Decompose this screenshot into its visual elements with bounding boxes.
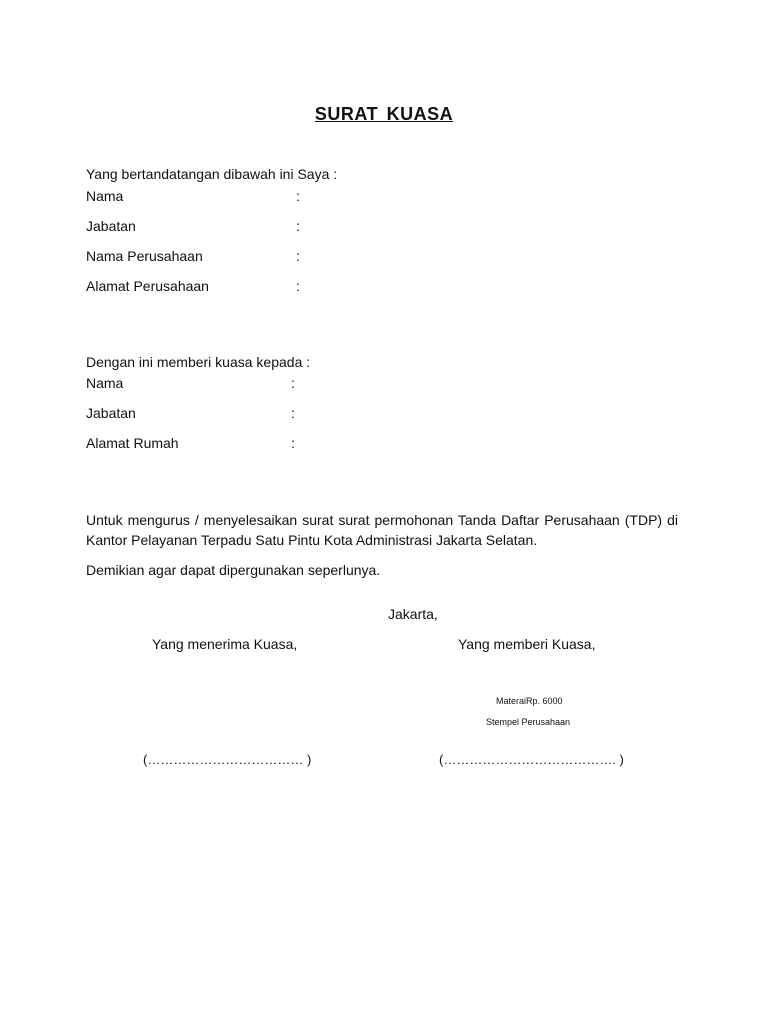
field-label-nama-perusahaan: Nama Perusahaan	[86, 248, 203, 264]
company-stamp-note: Stempel Perusahaan	[486, 717, 571, 727]
stamp-duty-note: MateraiRp. 6000	[496, 696, 563, 706]
receiver-signature-line: (……………………………… )	[143, 752, 312, 767]
field-label-nama: Nama	[86, 188, 124, 204]
field-colon: :	[291, 435, 295, 451]
field-label-alamat-rumah: Alamat Rumah	[86, 435, 179, 451]
section2-intro: Dengan ini memberi kuasa kepada :	[86, 354, 311, 370]
document-title: SURAT KUASA	[314, 104, 454, 124]
receiver-label: Yang menerima Kuasa,	[152, 636, 298, 652]
giver-label: Yang memberi Kuasa,	[458, 636, 596, 652]
field-colon: :	[296, 248, 300, 264]
giver-signature-line: (…………………………………. )	[439, 752, 624, 767]
field-colon: :	[296, 218, 300, 234]
field-label-alamat-perusahaan: Alamat Perusahaan	[86, 278, 209, 294]
section1-intro: Yang bertandatangan dibawah ini Saya :	[86, 166, 338, 182]
field-label-nama: Nama	[86, 375, 124, 391]
field-colon: :	[291, 405, 295, 421]
field-label-jabatan: Jabatan	[86, 218, 136, 234]
field-colon: :	[296, 278, 300, 294]
purpose-paragraph: Untuk mengurus / menyelesaikan surat surat permohonan Tanda Daftar Perusahaan (TDP) di Kantor Pelayanan Terpadu Satu Pintu Kota Administrasi Jakarta Selatan.	[86, 512, 678, 548]
field-colon: :	[296, 188, 300, 204]
closing-statement: Demikian agar dapat dipergunakan seperlunya.	[86, 562, 381, 578]
field-label-jabatan: Jabatan	[86, 405, 136, 421]
field-colon: :	[291, 375, 295, 391]
city-date: Jakarta,	[388, 606, 438, 622]
